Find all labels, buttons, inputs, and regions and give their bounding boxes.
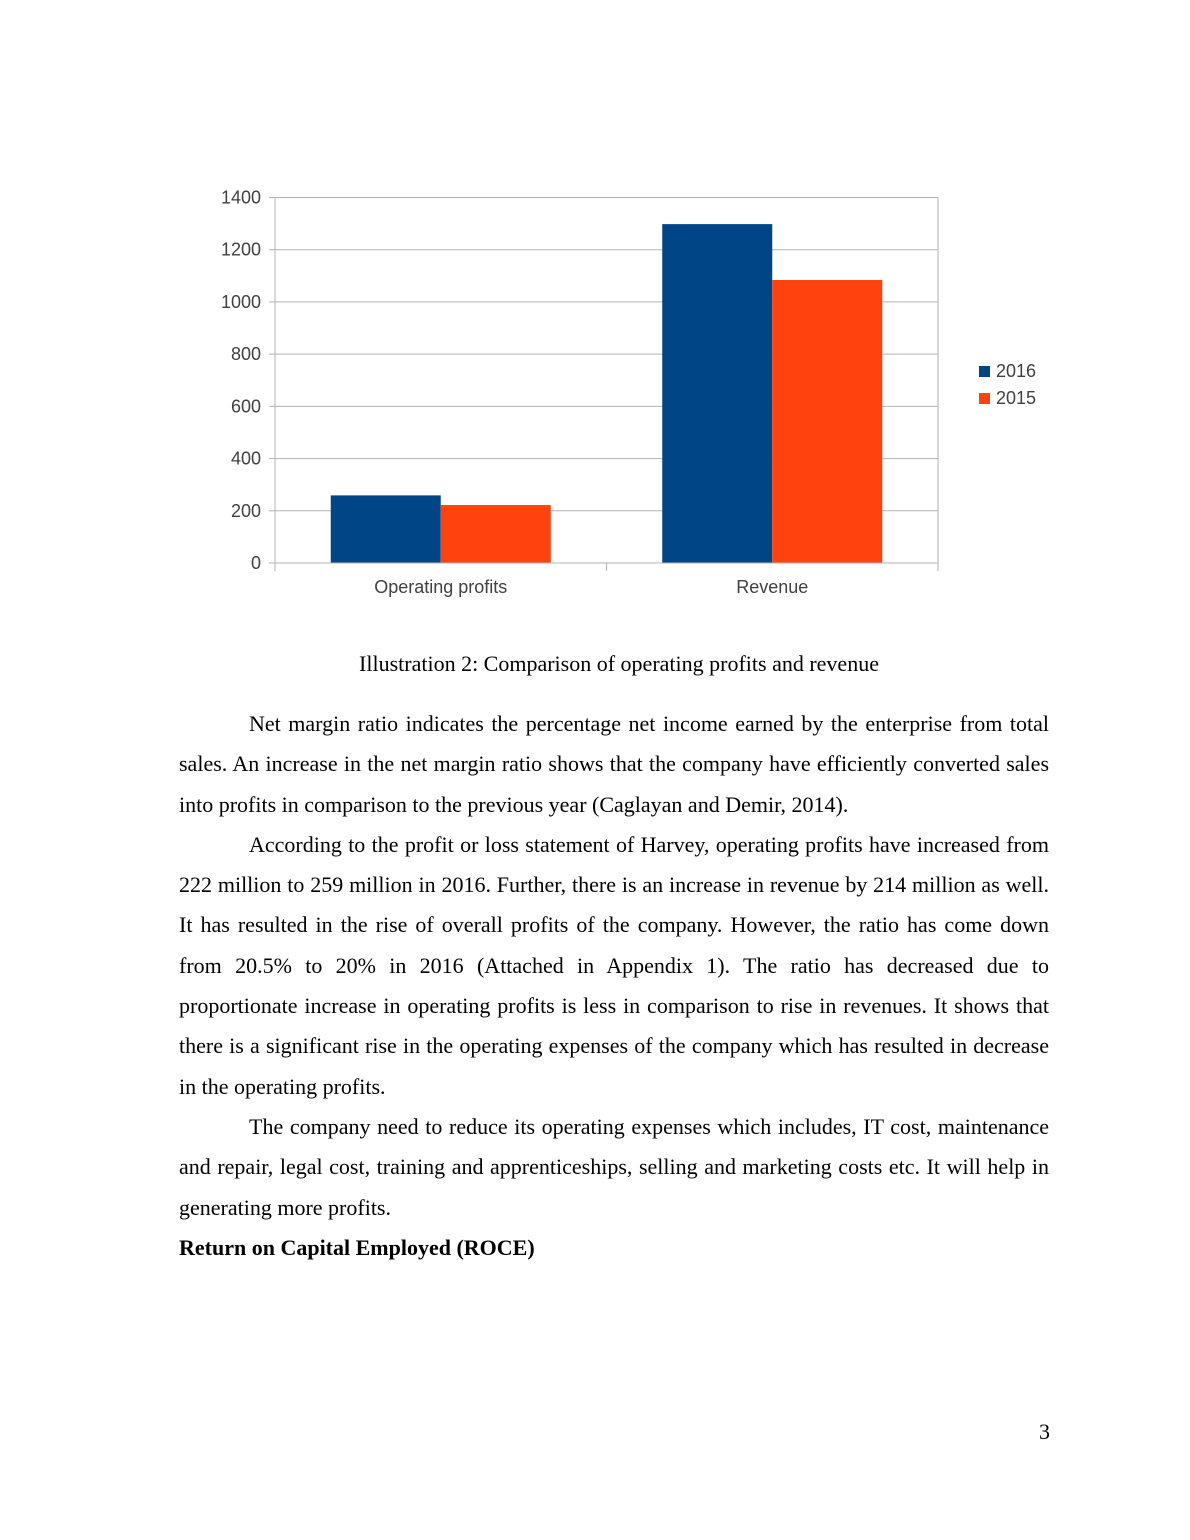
y-tick-label: 400 <box>230 448 261 469</box>
chart-bars <box>331 224 883 563</box>
paragraph-reduce-expenses: The company need to reduce its operating expenses which includes, IT cost, maintenance and repair, legal cost, training and apprenticeships, selling and marketing costs etc. It will help in generating more profits. <box>179 1113 1049 1220</box>
legend-label-2015: 2015 <box>996 388 1037 408</box>
bar-chart <box>0 0 1190 620</box>
y-tick-label: 0 <box>250 553 261 573</box>
legend-swatch-2015 <box>979 393 990 404</box>
x-axis-category-labels <box>374 577 808 597</box>
x-category-label: Operating profits <box>374 577 508 597</box>
bar-operating-profits-2016 <box>331 495 441 563</box>
legend-swatch-2016 <box>979 366 990 377</box>
document-body <box>179 704 1049 1268</box>
figure-caption: Illustration 2: Comparison of operating profits and revenue <box>359 651 879 676</box>
y-tick-label: 600 <box>230 396 261 417</box>
bar-revenue-2016 <box>662 224 772 563</box>
bar-revenue-2015 <box>772 280 882 563</box>
section-heading-roce: Return on Capital Employed (ROCE) <box>179 1234 535 1260</box>
page-number: 3 <box>1039 1419 1050 1444</box>
paragraph-net-margin: Net margin ratio indicates the percentage net income earned by the enterprise from total sales. An increase in the net margin ratio shows that the company have efficiently converted sales into profits in comparison to the previous year (Caglayan and Demir, 2014). <box>179 711 1049 817</box>
y-tick-label: 1200 <box>220 239 261 260</box>
paragraph-operating-profits: According to the profit or loss statement of Harvey, operating profits have increased from 222 million to 259 million in 2016. Further, there is an increase in revenue by 214 million as well. It has resulted in the rise of overall profits of the company. However, the ratio has come down from 20.5% to 20% in 2016 (Attached in Appendix 1). The ratio has decreased due to proportionate increase in operating profits is less in comparison to rise in revenues. It shows that there is a significant rise in the operating expenses of the company which has resulted in decrease in the operating profits. <box>179 831 1049 1099</box>
y-tick-label: 1400 <box>220 187 261 208</box>
y-axis-tick-labels <box>221 188 261 574</box>
bar-operating-profits-2015 <box>441 505 551 563</box>
y-tick-label: 200 <box>230 500 261 521</box>
x-category-label: Revenue <box>736 577 809 597</box>
y-tick-label: 1000 <box>220 291 261 312</box>
y-tick-label: 800 <box>230 344 261 365</box>
chart-legend <box>979 361 1036 408</box>
legend-label-2016: 2016 <box>996 361 1037 381</box>
